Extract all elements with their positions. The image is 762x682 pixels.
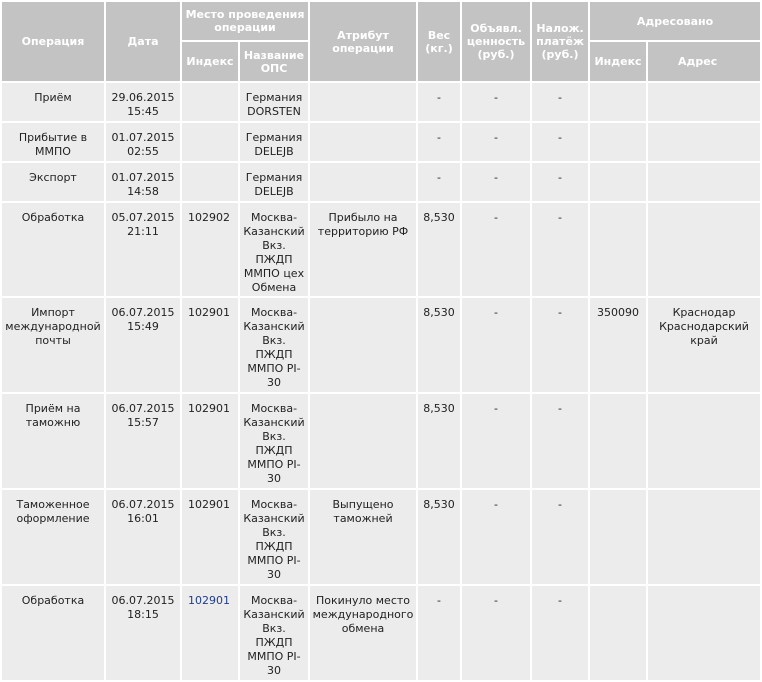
cell-weight-text: -: [437, 171, 441, 184]
cell-cod-text: -: [558, 171, 562, 184]
cell-declared-value-text: -: [494, 131, 498, 144]
cell-addr-address: [647, 202, 761, 297]
cell-attribute: [309, 82, 417, 122]
cell-addr-index-text: 350090: [597, 306, 640, 319]
cell-weight: [417, 393, 461, 489]
cell-cod-text: -: [558, 91, 562, 104]
cell-declared-value-text: -: [494, 306, 498, 319]
cell-operation-text: Приём: [34, 91, 72, 104]
cell-date: [105, 162, 181, 202]
cell-attribute: [309, 202, 417, 297]
cell-addr-index: [589, 122, 647, 162]
cell-cod: [531, 82, 589, 122]
cell-date: [105, 489, 181, 585]
cell-index: [181, 82, 239, 122]
cell-weight-text: 8,530: [423, 402, 455, 415]
cell-declared-value: [461, 82, 531, 122]
cell-ops-name-text: Германия DELEJB: [245, 171, 303, 198]
cell-cod: [531, 585, 589, 681]
cell-index-text: 102901: [188, 498, 230, 511]
header-location: Место проведения операции: [181, 1, 309, 41]
cell-date-text: 29.06.2015 15:45: [111, 91, 175, 118]
cell-addr-address: [647, 297, 761, 393]
cell-index-text: 102901: [188, 306, 230, 319]
cell-addr-address: [647, 162, 761, 202]
cell-ops-name-text: Москва- Казанский Вкз. ПЖДП ММПО PI- 30: [243, 402, 305, 485]
cell-date: [105, 122, 181, 162]
cell-operation-text: Экспорт: [29, 171, 77, 184]
table-row: [1, 162, 761, 202]
cell-cod: [531, 297, 589, 393]
cell-addr-address: [647, 122, 761, 162]
postal-index-link[interactable]: 102901: [188, 594, 230, 607]
cell-ops-name: [239, 122, 309, 162]
cell-date-text: 05.07.2015 21:11: [111, 211, 175, 238]
cell-index: [181, 489, 239, 585]
cell-ops-name: [239, 162, 309, 202]
cell-attribute: [309, 297, 417, 393]
cell-declared-value: [461, 122, 531, 162]
cell-declared-value: [461, 489, 531, 585]
table-row: [1, 489, 761, 585]
cell-addr-index: [589, 202, 647, 297]
cell-operation-text: Обработка: [21, 594, 85, 607]
cell-index: [181, 297, 239, 393]
header-ops-name: Название ОПС: [239, 41, 309, 82]
cell-index: [181, 393, 239, 489]
cell-operation: [1, 122, 105, 162]
cell-operation: [1, 585, 105, 681]
cell-addr-index: [589, 82, 647, 122]
cell-declared-value-text: -: [494, 91, 498, 104]
cell-date: [105, 393, 181, 489]
cell-ops-name-text: Москва- Казанский Вкз. ПЖДП ММПО PI- 30: [243, 498, 305, 581]
cell-index: [181, 585, 239, 681]
cell-operation-text: Импорт международной почты: [5, 306, 101, 347]
cell-declared-value-text: -: [494, 211, 498, 224]
cell-weight: [417, 297, 461, 393]
cell-weight: [417, 82, 461, 122]
cell-addr-address: [647, 393, 761, 489]
cell-weight-text: -: [437, 131, 441, 144]
table-row: [1, 585, 761, 681]
cell-declared-value: [461, 585, 531, 681]
cell-attribute: [309, 489, 417, 585]
cell-attribute: [309, 122, 417, 162]
cell-addr-index: [589, 297, 647, 393]
cell-declared-value-text: -: [494, 594, 498, 607]
cell-addr-address: [647, 489, 761, 585]
cell-cod-text: -: [558, 402, 562, 415]
cell-operation-text: Обработка: [21, 211, 85, 224]
cell-cod: [531, 122, 589, 162]
cell-ops-name-text: Москва- Казанский Вкз. ПЖДП ММПО PI- 30: [243, 594, 305, 677]
cell-attribute: [309, 162, 417, 202]
cell-addr-index: [589, 489, 647, 585]
cell-ops-name: [239, 585, 309, 681]
cell-weight-text: 8,530: [423, 306, 455, 319]
cell-addr-index: [589, 393, 647, 489]
cell-operation: [1, 82, 105, 122]
cell-date-text: 01.07.2015 02:55: [111, 131, 175, 158]
cell-attribute-text: Покинуло место международного обмена: [312, 594, 414, 635]
cell-weight: [417, 162, 461, 202]
cell-cod-text: -: [558, 211, 562, 224]
cell-declared-value: [461, 297, 531, 393]
header-date: Дата: [105, 1, 181, 82]
cell-operation-text: Таможенное оформление: [16, 498, 90, 525]
cell-date-text: 06.07.2015 18:15: [111, 594, 175, 621]
cell-addr-index: [589, 162, 647, 202]
cell-operation: [1, 162, 105, 202]
cell-ops-name: [239, 297, 309, 393]
header-weight: Вес (кг.): [417, 1, 461, 82]
cell-attribute-text: Прибыло на территорию РФ: [317, 211, 409, 238]
cell-declared-value-text: -: [494, 402, 498, 415]
cell-operation: [1, 393, 105, 489]
table-row: [1, 82, 761, 122]
cell-date: [105, 202, 181, 297]
cell-date-text: 06.07.2015 15:49: [111, 306, 175, 333]
header-addr-address: Адрес: [647, 41, 761, 82]
cell-cod: [531, 393, 589, 489]
cell-attribute: [309, 393, 417, 489]
header-operation: Операция: [1, 1, 105, 82]
cell-date-text: 06.07.2015 16:01: [111, 498, 175, 525]
cell-operation: [1, 489, 105, 585]
cell-weight: [417, 585, 461, 681]
cell-weight-text: 8,530: [423, 211, 455, 224]
cell-cod: [531, 162, 589, 202]
cell-index: [181, 162, 239, 202]
header-index: Индекс: [181, 41, 239, 82]
cell-cod-text: -: [558, 131, 562, 144]
cell-ops-name: [239, 82, 309, 122]
cell-date: [105, 82, 181, 122]
header-declared-value: Объявл. ценность (руб.): [461, 1, 531, 82]
cell-index-text: 102902: [188, 211, 230, 224]
cell-weight-text: -: [437, 594, 441, 607]
cell-declared-value: [461, 162, 531, 202]
header-addressed: Адресовано: [589, 1, 761, 41]
cell-addr-address: [647, 585, 761, 681]
cell-cod-text: -: [558, 594, 562, 607]
table-row: [1, 202, 761, 297]
cell-date-text: 01.07.2015 14:58: [111, 171, 175, 198]
cell-ops-name-text: Германия DORSTEN: [245, 91, 303, 118]
cell-ops-name: [239, 202, 309, 297]
cell-cod-text: -: [558, 306, 562, 319]
cell-attribute: [309, 585, 417, 681]
cell-ops-name-text: Москва- Казанский Вкз. ПЖДП ММПО PI- 30: [243, 306, 305, 389]
cell-date-text: 06.07.2015 15:57: [111, 402, 175, 429]
cell-addr-index: [589, 585, 647, 681]
cell-declared-value: [461, 393, 531, 489]
cell-weight-text: 8,530: [423, 498, 455, 511]
table-row: [1, 122, 761, 162]
cell-weight: [417, 202, 461, 297]
cell-ops-name-text: Германия DELEJB: [245, 131, 303, 158]
cell-index: [181, 202, 239, 297]
header-addr-index: Индекс: [589, 41, 647, 82]
cell-weight-text: -: [437, 91, 441, 104]
cell-ops-name: [239, 393, 309, 489]
cell-operation-text: Приём на таможню: [25, 402, 81, 429]
cell-weight: [417, 489, 461, 585]
cell-index: [181, 122, 239, 162]
cell-ops-name: [239, 489, 309, 585]
cell-declared-value-text: -: [494, 171, 498, 184]
header-attribute: Атрибут операции: [309, 1, 417, 82]
cell-index-text: 102901: [188, 402, 230, 415]
cell-declared-value-text: -: [494, 498, 498, 511]
cell-weight: [417, 122, 461, 162]
cell-date: [105, 585, 181, 681]
cell-operation-text: Прибытие в ММПО: [18, 131, 88, 158]
cell-cod-text: -: [558, 498, 562, 511]
cell-attribute-text: Выпущено таможней: [332, 498, 394, 525]
cell-ops-name-text: Москва- Казанский Вкз. ПЖДП ММПО цех Обмена: [243, 211, 305, 294]
table-row: [1, 297, 761, 393]
cell-addr-address-text: Краснодар Краснодарский край: [659, 306, 749, 347]
cell-operation: [1, 297, 105, 393]
table-row: [1, 393, 761, 489]
header-cod: Налож. платёж (руб.): [531, 1, 589, 82]
cell-cod: [531, 489, 589, 585]
cell-operation: [1, 202, 105, 297]
cell-addr-address: [647, 82, 761, 122]
cell-declared-value: [461, 202, 531, 297]
cell-cod: [531, 202, 589, 297]
cell-date: [105, 297, 181, 393]
